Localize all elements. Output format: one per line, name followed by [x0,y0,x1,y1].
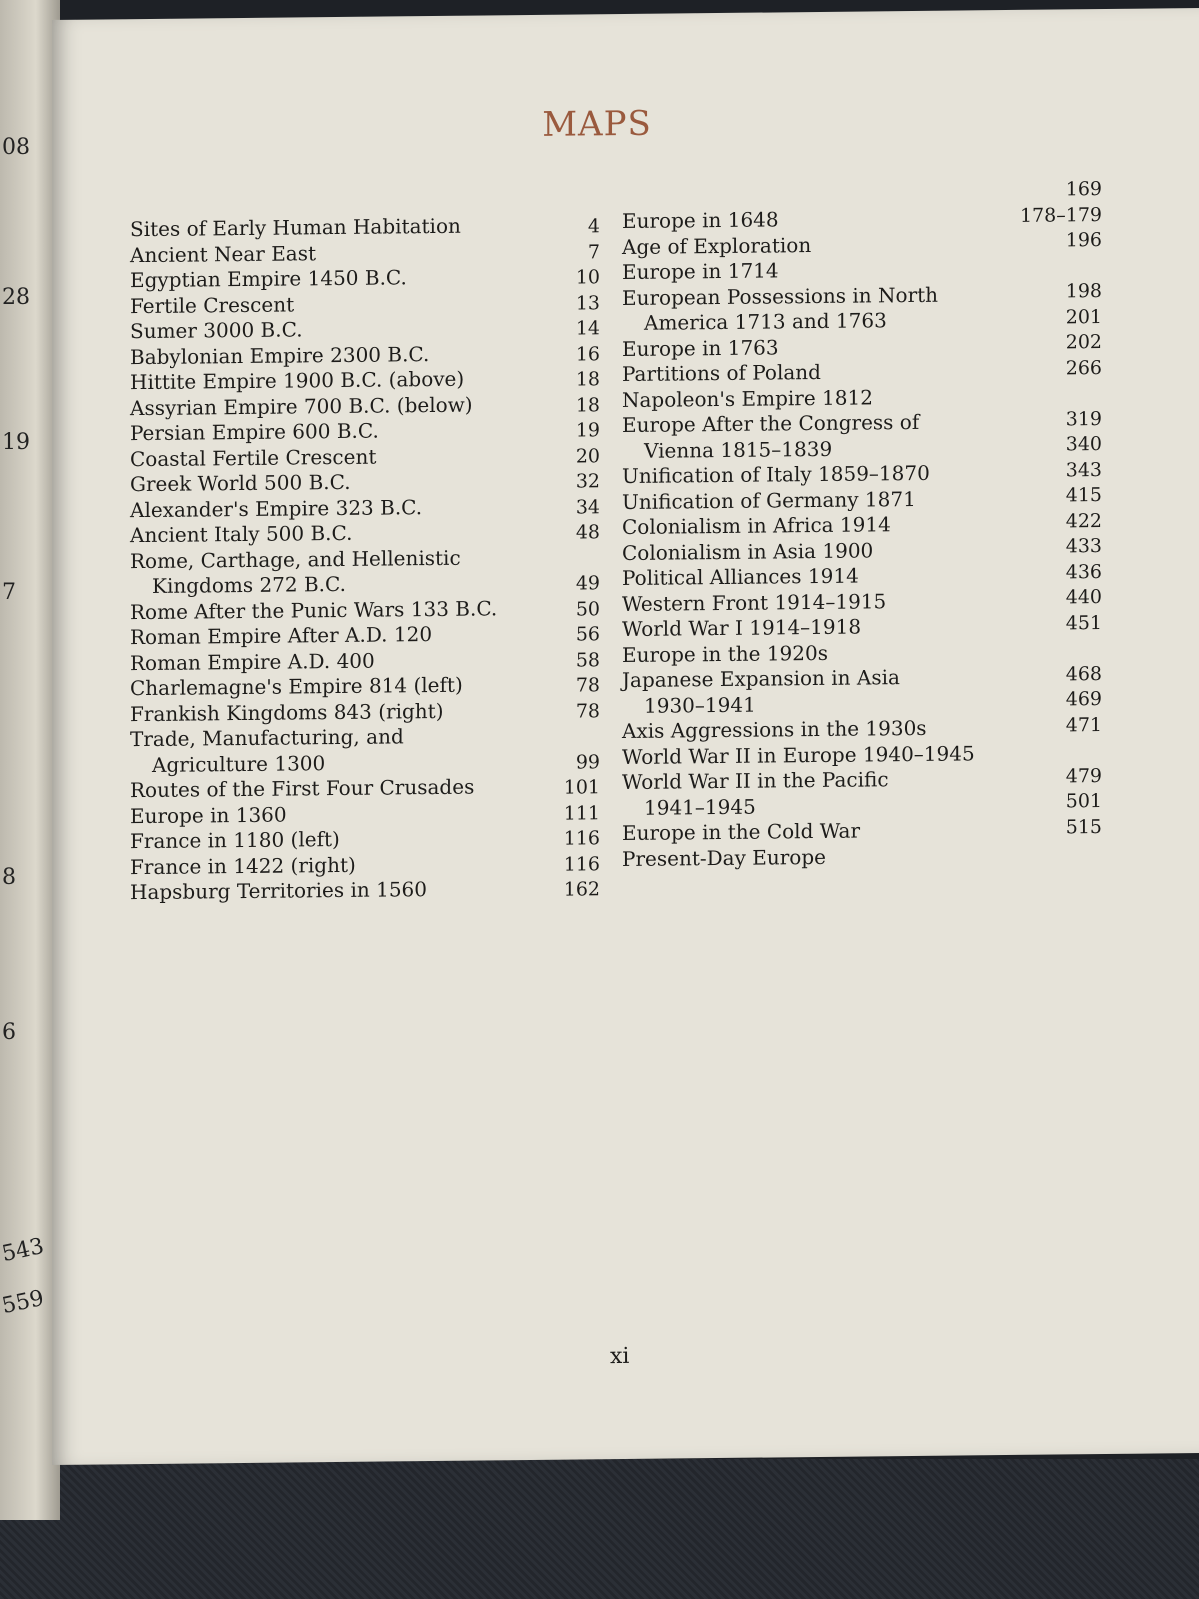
map-entry-title: Political Alliances 1914 [622,563,859,591]
map-entry-page-number: 471 [1065,713,1102,736]
map-entry-page-number: 468 [1065,662,1102,685]
map-entry-title: World War II in the Pacific [622,767,889,795]
map-entry-title: European Possessions in North [622,282,939,310]
map-entry-title: Japanese Expansion in Asia [622,665,900,693]
map-entry-title: Europe in the 1920s [622,640,828,667]
map-entry-page-number: 19 [575,419,600,442]
table-surface [0,1459,1199,1599]
map-entry-page-number: 501 [1065,790,1102,813]
map-entry-page-number: 340 [1065,433,1102,456]
map-entry-page-number: 436 [1065,560,1102,583]
previous-page-edge [0,0,60,1520]
map-entry-title: Present-Day Europe [622,844,826,871]
left-column-page-numbers [530,214,600,903]
map-entry-title: Hittite Empire 1900 B.C. (above) [130,366,465,395]
map-entry-title: Frankish Kingdoms 843 (right) [130,698,444,726]
map-entry-page-number: 440 [1065,586,1102,609]
map-entry-title: Babylonian Empire 2300 B.C. [130,341,430,369]
prev-page-number: 6 [2,1020,16,1045]
map-entry-page-number: 111 [563,801,600,825]
map-entry-page-number: 58 [575,648,600,672]
map-entry-title: Fertile Crescent [130,291,295,318]
map-entry-page-number: 78 [575,674,600,697]
map-entry-title: Europe in 1648 [622,207,779,234]
map-entry-page-number: 433 [1065,535,1102,558]
prev-page-number: 559 [0,1285,47,1320]
map-entry-page-number: 422 [1065,509,1102,532]
map-entry-page-number: 116 [563,827,600,850]
map-entry-page-number: 20 [575,444,600,468]
map-entry-title: Ancient Italy 500 B.C. [130,520,353,548]
map-entry-title: Sites of Early Human Habitation [130,213,461,242]
map-entry-title: Routes of the First Four Crusades [130,774,475,803]
map-entry-title: Rome After the Punic Wars 133 B.C. [130,595,498,624]
book-page [52,8,1199,1465]
map-entry-page-number: 34 [575,495,600,519]
map-entry-title: Kingdoms 272 B.C. [152,571,346,598]
map-entry-title: Coastal Fertile Crescent [130,444,377,471]
map-entry-page-number: 49 [575,572,600,595]
map-entry-title: Hapsburg Territories in 1560 [130,877,428,905]
map-entry-title: World War I 1914–1918 [622,614,862,642]
map-entry-title: Napoleon's Empire 1812 [622,384,873,412]
map-entry-title: 1930–1941 [644,692,756,718]
map-entry-page-number: 48 [575,521,600,544]
map-entry-page-number: 32 [575,470,600,493]
map-entry-title: Partitions of Poland [622,359,821,387]
map-entry-title: Europe After the Congress of [622,409,920,438]
map-entry-title: Europe in 1360 [130,802,287,828]
map-entry-title: Agriculture 1300 [152,750,326,777]
map-entry-page-number: 18 [575,368,600,391]
map-entry-title: Colonialism in Africa 1914 [622,512,891,540]
map-entry-title: 1941–1945 [644,794,756,820]
map-entry-page-number: 169 [1065,178,1102,201]
map-entry-page-number: 266 [1065,356,1102,379]
map-entry-page-number: 78 [575,699,600,723]
map-entry-title: Roman Empire A.D. 400 [130,648,375,675]
map-entry-title: Vienna 1815–1839 [644,436,833,463]
map-entry-title: Europe in 1763 [622,334,779,361]
map-entry-page-number: 415 [1065,484,1102,507]
map-entry-title: Rome, Carthage, and Hellenistic [130,545,461,573]
map-entry-title: Persian Empire 600 B.C. [130,418,379,446]
map-entry-title: Egyptian Empire 1450 B.C. [130,265,407,293]
map-entry-page-number: 16 [575,342,600,366]
map-entry-page-number: 18 [575,393,600,417]
map-entry-title: Assyrian Empire 700 B.C. (below) [130,392,473,420]
map-entry-page-number: 14 [575,317,600,340]
map-entry-page-number: 7 [587,240,600,263]
map-entry-page-number: 13 [575,291,600,315]
map-entry-title: Ancient Near East [130,240,317,267]
map-entry-title: Axis Aggressions in the 1930s [622,715,927,744]
map-entry-title: Alexander's Empire 323 B.C. [130,494,423,522]
prev-page-number: 19 [2,430,30,455]
map-entry-page-number: 99 [575,750,600,774]
right-column-page-numbers [972,177,1102,841]
map-entry-page-number: 479 [1065,764,1102,787]
map-entry-title: France in 1180 (left) [130,826,340,854]
prev-page-number: 08 [2,135,30,160]
map-entry-title: America 1713 and 1763 [644,308,887,335]
map-entry-title: Colonialism in Asia 1900 [622,537,874,565]
map-entry-page-number: 178–179 [1019,203,1102,227]
map-entry-page-number: 515 [1065,815,1102,838]
map-entry-title: World War II in Europe 1940–1945 [622,740,975,769]
left-column-titles [130,213,570,906]
map-entry-page-number: 10 [575,266,600,289]
map-entry-page-number: 319 [1065,407,1102,430]
map-entry-title: France in 1422 (right) [130,852,356,879]
map-entry-page-number: 116 [563,852,600,876]
map-entry-title: Sumer 3000 B.C. [130,317,303,344]
map-entry-page-number: 451 [1065,611,1102,634]
map-entry-title: Western Front 1914–1915 [622,588,887,616]
map-entry-page-number: 201 [1065,305,1102,328]
page-folio: xi [610,1343,630,1370]
map-entry-title: Charlemagne's Empire 814 (left) [130,672,463,701]
map-entry-page-number: 196 [1065,229,1102,252]
map-entry-title: Unification of Italy 1859–1870 [622,460,930,489]
map-entry-title: Unification of Germany 1871 [622,486,916,514]
map-entry-title: Trade, Manufacturing, and [130,724,404,752]
prev-page-number: 28 [2,285,30,310]
map-entry-title: Europe in the Cold War [622,818,861,846]
right-column-titles [622,205,982,872]
prev-page-number: 8 [2,865,16,890]
map-entry-title: Roman Empire After A.D. 120 [130,622,433,650]
prev-page-number: 543 [0,1233,47,1268]
map-entry-title: Age of Exploration [622,232,812,259]
prev-page-number: 7 [2,580,16,605]
map-entry-page-number: 202 [1065,331,1102,354]
map-entry-title: Greek World 500 B.C. [130,469,351,497]
map-entry-page-number: 198 [1065,280,1102,303]
map-entry-page-number: 162 [563,878,600,901]
page-title: MAPS [542,103,652,145]
map-entry-page-number: 101 [563,776,600,799]
map-entry-page-number: 469 [1065,688,1102,711]
map-entry-page-number: 4 [587,215,600,238]
map-entry-page-number: 50 [575,597,600,621]
map-entry-page-number: 343 [1065,458,1102,481]
map-entry-title: Europe in 1714 [622,258,779,285]
map-entry-page-number: 56 [575,623,600,646]
